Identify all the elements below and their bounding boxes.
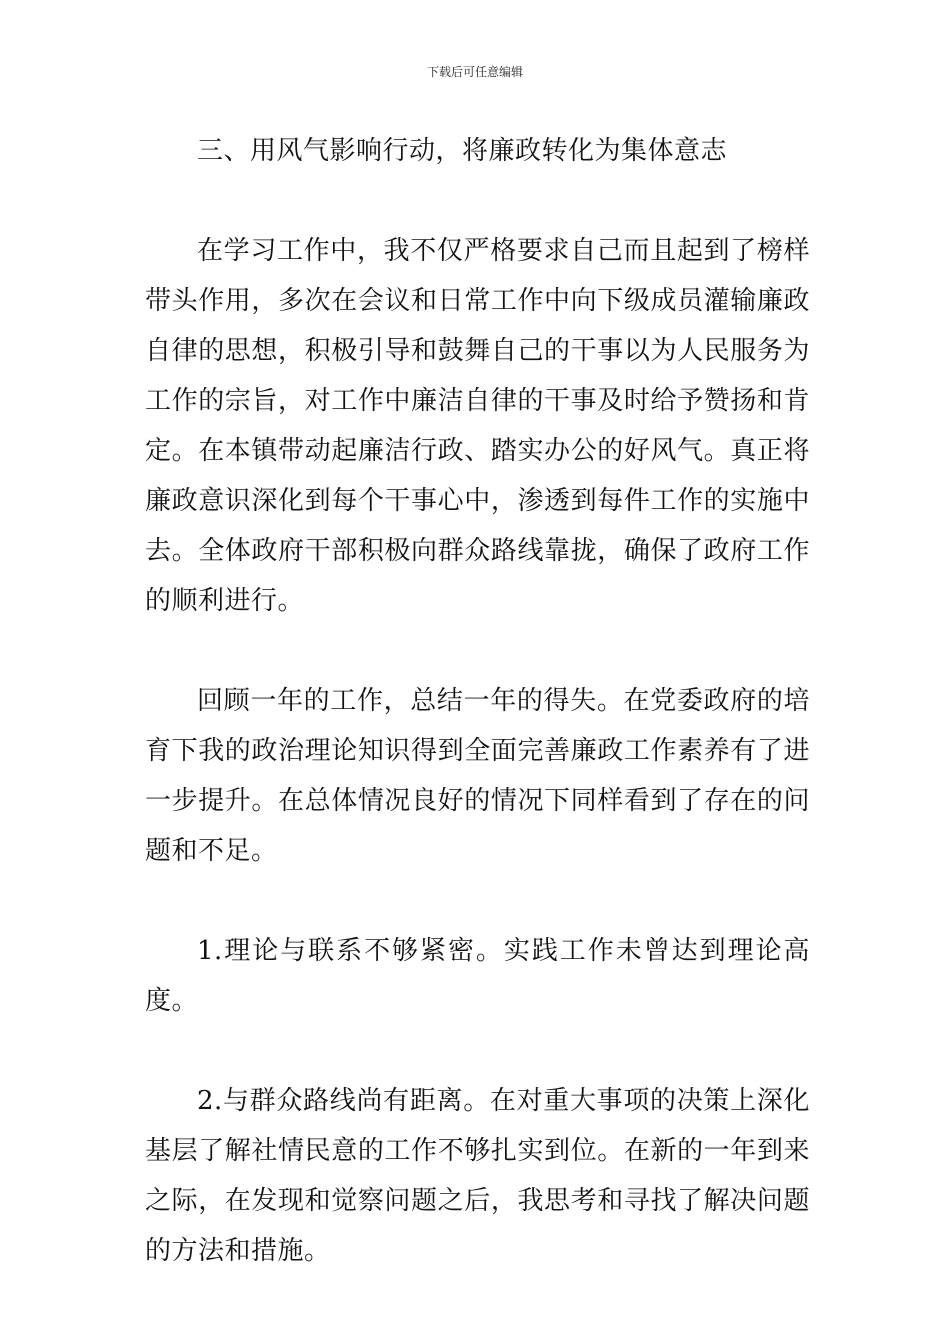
section-heading: 三、用风气影响行动，将廉政转化为集体意志 [197, 136, 728, 166]
paragraph-study-work: 在学习工作中，我不仅严格要求自己而且起到了榜样带头作用，多次在会议和日常工作中向下级成员灌输廉政自律的思想，积极引导和鼓舞自己的干事以为人民服务为工作的宗旨，对工作中廉洁自律的干事及时给予赞扬和肯定。在本镇带动起廉洁行政、踏实办公的好风气。真正将廉政意识深化到每个干事心中，渗透到每件工作的实施中去。全体政府干部积极向群众路线靠拢，确保了政府工作的顺利进行。 [145, 236, 810, 616]
list-item-2: 2.与群众路线尚有距离。在对重大事项的决策上深化基层了解社情民意的工作不够扎实到位。在新的一年到来之际，在发现和觉察问题之后，我思考和寻找了解决问题的方法和措施。 [145, 1086, 810, 1266]
list-item-1: 1.理论与联系不够紧密。实践工作未曾达到理论高度。 [145, 936, 810, 1016]
paragraph-annual-review: 回顾一年的工作，总结一年的得失。在党委政府的培育下我的政治理论知识得到全面完善廉政工作素养有了进一步提升。在总体情况良好的情况下同样看到了存在的问题和不足。 [145, 686, 810, 866]
document-body [145, 126, 810, 1276]
header-note: 下载后可任意编辑 [426, 65, 523, 79]
